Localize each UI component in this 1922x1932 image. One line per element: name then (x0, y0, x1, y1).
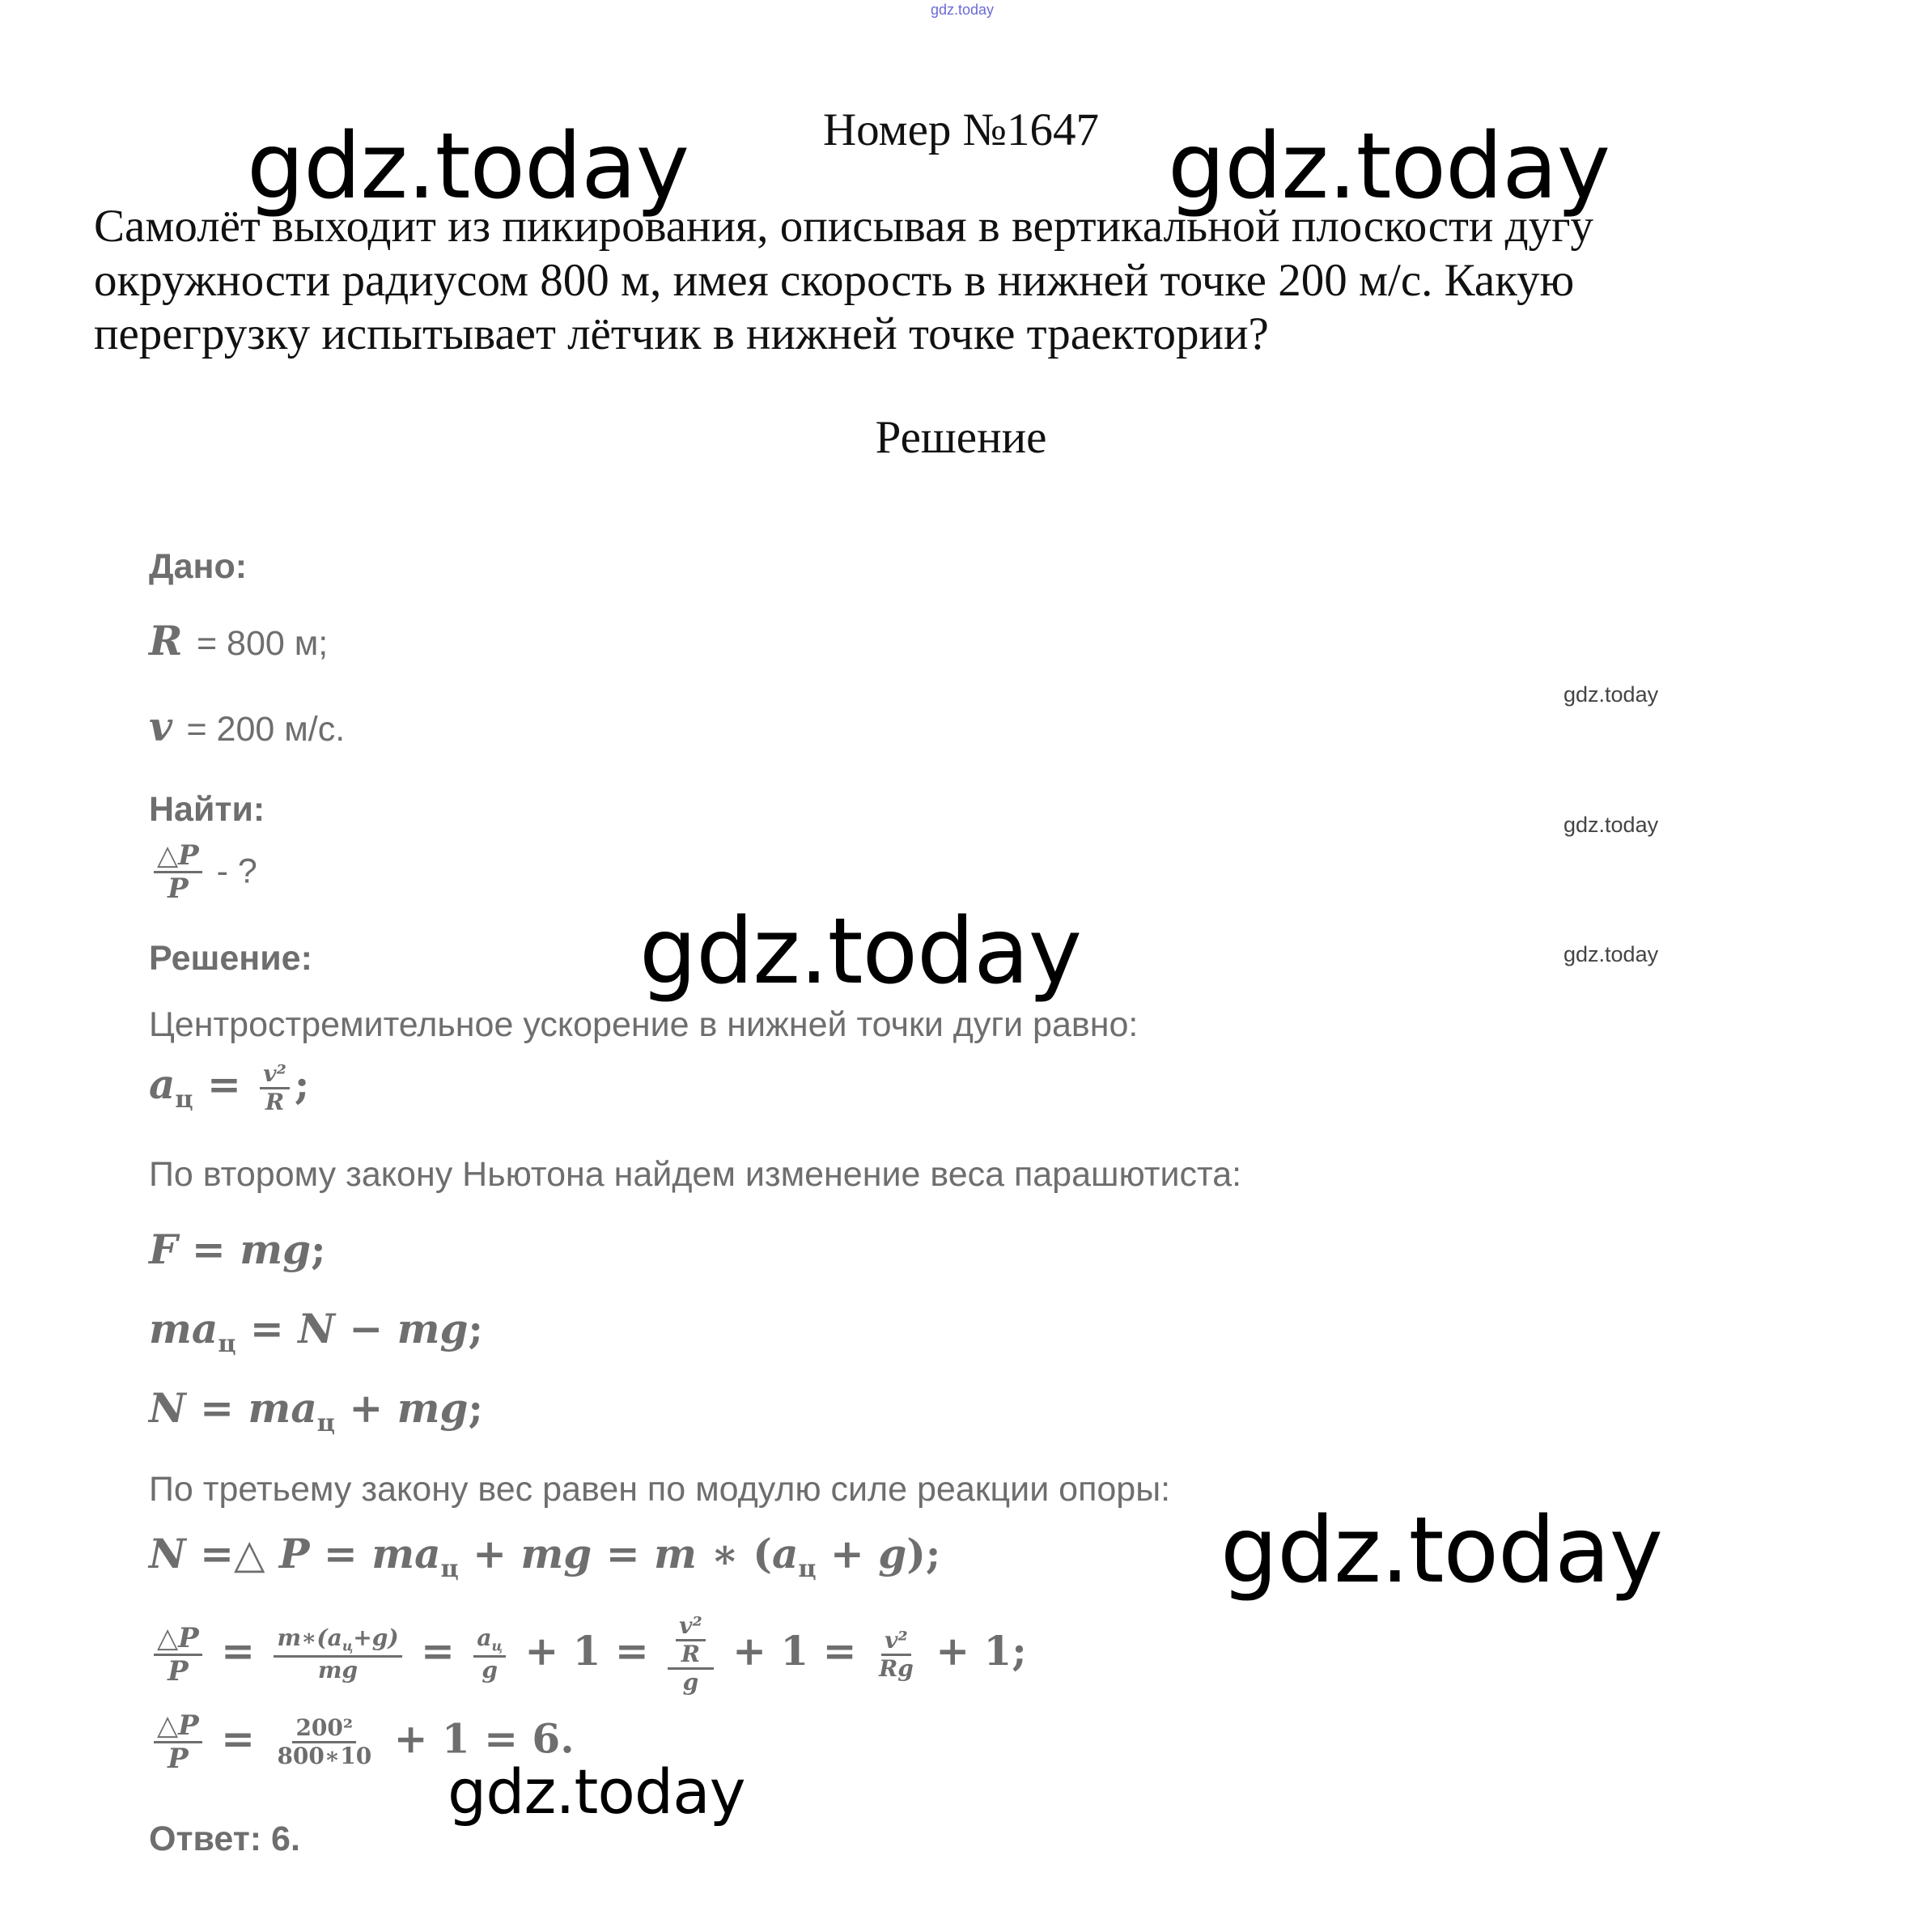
problem-line: Самолёт выходит из пикирования, описывая в вертикальной плоскости дугу (94, 201, 1594, 252)
problem-line: окружности радиусом 800 м, имея скорость в нижней точке 200 м/с. Какую (94, 254, 1575, 306)
fraction: $\frac{\triangle P}{P}$ (154, 1712, 202, 1773)
formula-gravity: F = mg; (149, 1225, 326, 1273)
find-expression (149, 839, 257, 905)
given-speed (149, 703, 345, 750)
symbol-R: R (149, 617, 183, 665)
watermark-logo: gdz.today (1220, 1498, 1663, 1603)
fraction: $\frac{\text{200²}}{800∗10}$ (277, 1714, 372, 1769)
answer: Ответ: 6. (149, 1819, 300, 1858)
formula-weight: N =△ $P = ma_ц$ + mg = m ∗ $(a_ц + g)$; (149, 1530, 941, 1583)
formula-newton2: $ma_ц = N$ − mg; (149, 1305, 483, 1358)
watermark-logo: gdz.today (1168, 114, 1610, 219)
centripetal-text: Центростремительное ускорение в нижней точки дуги равно: (149, 1005, 1139, 1044)
watermark-small: gdz.today (1563, 682, 1659, 707)
fraction: $\frac{a_ц}{g}$ (473, 1627, 506, 1681)
fraction: $\frac{m∗(a_ц+g)}{mg}$ (274, 1627, 401, 1681)
given-label: Дано: (149, 547, 248, 586)
fraction: $\frac{\text{v²}}{Rg}$ (878, 1626, 914, 1682)
given-radius (149, 617, 328, 665)
watermark-logo: gdz.today (247, 114, 689, 219)
watermark-logo: gdz.today (448, 1756, 745, 1828)
given-radius-value: = 800 м; (196, 624, 329, 663)
fraction: $\frac{\triangle P}{P}$ (154, 842, 202, 902)
fraction: $\frac{\frac{\text{v²}}{R}}{g}$ (668, 1615, 714, 1694)
watermark-logo: gdz.today (639, 899, 1082, 1004)
solution-heading: Решение (875, 412, 1047, 463)
watermark-small: gdz.today (1563, 813, 1659, 837)
formula-centripetal: $a_ц$ = $\frac{\text{v²}}{R}$ ; (149, 1059, 310, 1115)
find-label: Найти: (149, 790, 265, 829)
top-watermark: gdz.today (931, 2, 995, 18)
find-suffix: - ? (206, 851, 257, 891)
final-value: 6. (532, 1714, 575, 1763)
problem-title: Номер №1647 (822, 104, 1100, 155)
symbol-v: v (149, 703, 173, 750)
problem-line: перегрузку испытывает лётчик в нижней точке траектории? (94, 308, 1269, 360)
formula-overload-derivation: $\frac{\triangle P}{P}$ = $\frac{m∗(a_ц+g)}{mg}$ = $\frac{a_ц}{g}$ + 1 = $\frac{\frac{\text{v²}}{R}}{g}$ + 1 = $\frac{\text{v²}}{Rg}$ + 1; (149, 1615, 1027, 1694)
newton2-text: По второму закону Ньютона найдем изменение веса парашютиста: (149, 1155, 1242, 1194)
fraction: $\frac{\triangle P}{P}$ (154, 1624, 202, 1685)
formula-overload-result: $\frac{\triangle P}{P}$ = $\frac{\text{200²}}{800∗10}$ + 1 = 6. (149, 1712, 575, 1773)
watermark-small: gdz.today (1563, 942, 1659, 966)
problem-statement (94, 200, 1712, 362)
fraction: $\frac{\text{v²}}{R}$ (260, 1063, 290, 1114)
newton3-text: По третьему закону вес равен по модулю силе реакции опоры: (149, 1470, 1171, 1509)
formula-normal-force: $N = ma_ц$ + mg; (149, 1384, 483, 1437)
given-speed-value: = 200 м/с. (186, 710, 346, 749)
solution-label: Решение: (149, 939, 312, 978)
